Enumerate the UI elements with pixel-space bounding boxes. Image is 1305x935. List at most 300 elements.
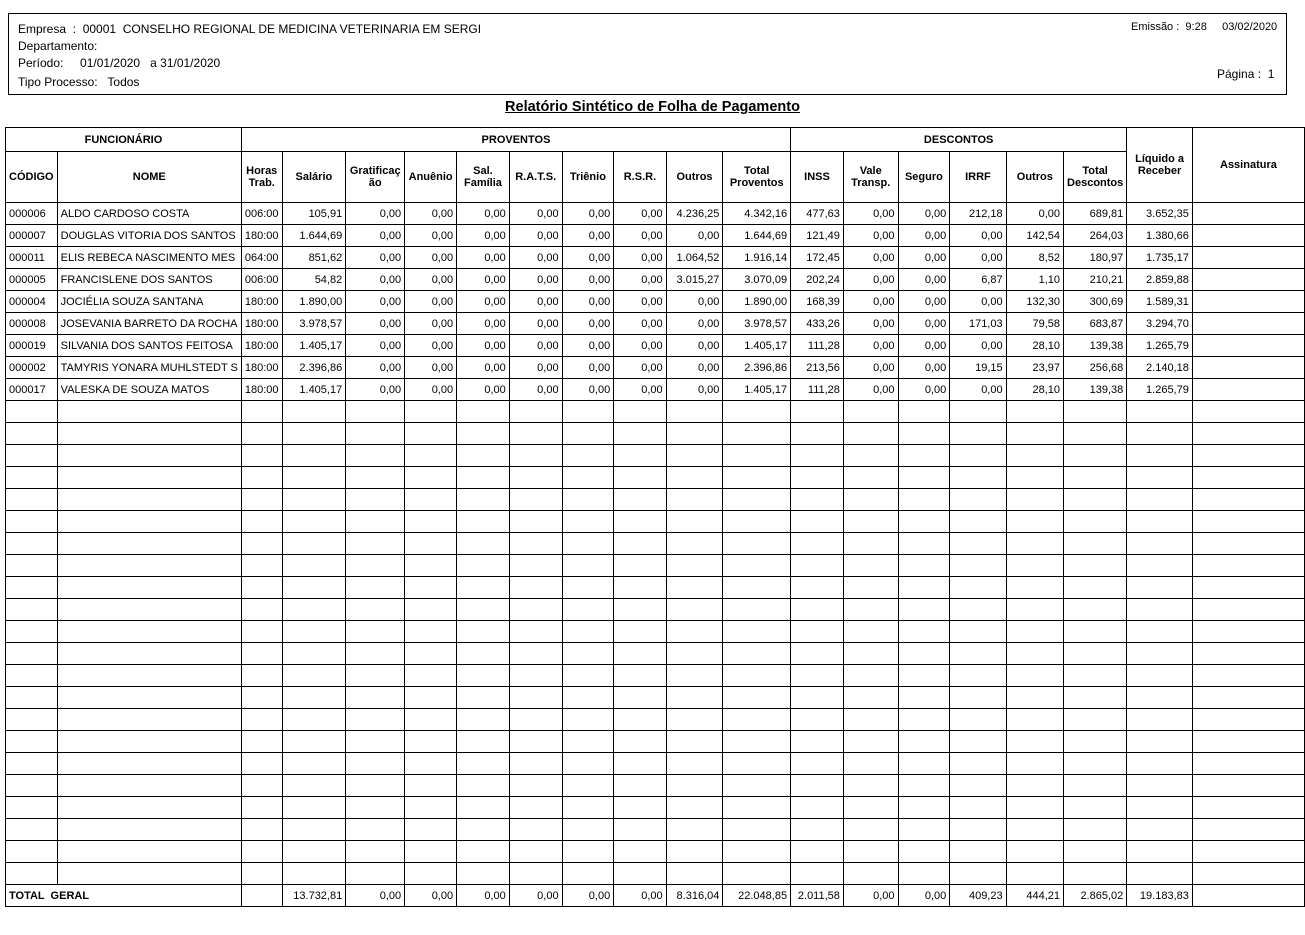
table-cell	[950, 467, 1006, 489]
table-cell	[898, 489, 950, 511]
table-cell	[6, 775, 58, 797]
table-cell: 000004	[6, 291, 58, 313]
emissao-line	[1131, 21, 1277, 33]
table-cell: 300,69	[1064, 291, 1127, 313]
table-cell	[666, 511, 723, 533]
table-cell	[457, 555, 510, 577]
table-cell	[562, 819, 614, 841]
table-cell: 172,45	[791, 247, 844, 269]
table-cell	[1006, 599, 1063, 621]
table-cell	[723, 841, 791, 863]
table-cell: 000002	[6, 357, 58, 379]
table-cell	[1127, 819, 1193, 841]
table-cell: 1.890,00	[723, 291, 791, 313]
table-cell	[57, 555, 241, 577]
table-cell	[1192, 577, 1304, 599]
table-cell: 23,97	[1006, 357, 1063, 379]
table-cell	[282, 731, 346, 753]
table-cell	[723, 445, 791, 467]
table-cell: 0,00	[843, 247, 898, 269]
table-cell: 1.064,52	[666, 247, 723, 269]
table-cell	[1006, 819, 1063, 841]
table-cell	[57, 841, 241, 863]
table-cell	[562, 511, 614, 533]
table-cell: 0,00	[457, 357, 510, 379]
table-cell	[562, 445, 614, 467]
table-cell: 132,30	[1006, 291, 1063, 313]
table-cell	[898, 665, 950, 687]
table-cell	[1064, 797, 1127, 819]
table-cell	[1064, 401, 1127, 423]
table-cell: 0,00	[666, 313, 723, 335]
table-cell	[509, 533, 562, 555]
table-cell	[791, 775, 844, 797]
table-cell	[791, 401, 844, 423]
table-cell	[562, 797, 614, 819]
table-cell: 0,00	[950, 335, 1006, 357]
table-cell	[457, 489, 510, 511]
table-cell	[1127, 643, 1193, 665]
table-cell: 28,10	[1006, 335, 1063, 357]
table-cell	[509, 445, 562, 467]
table-cell	[1192, 313, 1304, 335]
table-cell	[282, 665, 346, 687]
table-cell: 0,00	[346, 379, 405, 401]
table-cell	[562, 731, 614, 753]
table-cell: 0,00	[509, 379, 562, 401]
table-row	[6, 203, 1305, 225]
table-cell	[509, 401, 562, 423]
table-cell	[6, 533, 58, 555]
table-cell	[241, 731, 282, 753]
table-cell	[950, 643, 1006, 665]
table-cell	[843, 775, 898, 797]
table-cell	[562, 555, 614, 577]
table-cell	[241, 753, 282, 775]
table-cell: 180:00	[241, 313, 282, 335]
table-cell	[509, 797, 562, 819]
table-cell	[666, 797, 723, 819]
table-cell	[950, 731, 1006, 753]
table-cell	[282, 687, 346, 709]
table-cell	[723, 467, 791, 489]
table-cell: 0,00	[950, 379, 1006, 401]
table-cell: 8,52	[1006, 247, 1063, 269]
table-cell	[457, 445, 510, 467]
table-cell	[1192, 511, 1304, 533]
table-cell	[1064, 599, 1127, 621]
table-cell: 0,00	[562, 313, 614, 335]
column-header: IRRF	[950, 152, 1006, 203]
empty-row	[6, 841, 1305, 863]
table-cell	[346, 753, 405, 775]
table-cell: 0,00	[457, 379, 510, 401]
table-cell	[6, 753, 58, 775]
table-cell	[282, 401, 346, 423]
table-cell: 111,28	[791, 379, 844, 401]
table-cell	[562, 577, 614, 599]
table-cell	[950, 401, 1006, 423]
total-cell: 13.732,81	[282, 885, 346, 907]
table-cell	[346, 555, 405, 577]
table-cell	[57, 687, 241, 709]
table-cell	[1127, 621, 1193, 643]
table-cell	[898, 687, 950, 709]
table-cell: 1.589,31	[1127, 291, 1193, 313]
table-cell	[509, 665, 562, 687]
table-cell	[562, 489, 614, 511]
table-cell	[1064, 445, 1127, 467]
table-cell	[950, 445, 1006, 467]
table-cell	[346, 863, 405, 885]
table-cell	[1006, 621, 1063, 643]
table-cell: 0,00	[898, 313, 950, 335]
table-cell	[405, 643, 457, 665]
table-cell	[666, 533, 723, 555]
table-cell	[898, 555, 950, 577]
table-cell	[1064, 863, 1127, 885]
table-cell: 064:00	[241, 247, 282, 269]
table-cell	[614, 731, 666, 753]
table-cell: 000011	[6, 247, 58, 269]
table-cell: 180:00	[241, 225, 282, 247]
table-cell	[1006, 577, 1063, 599]
table-cell: 0,00	[843, 225, 898, 247]
table-cell	[457, 511, 510, 533]
table-cell: 1.405,17	[282, 335, 346, 357]
table-cell	[843, 445, 898, 467]
table-cell	[1127, 665, 1193, 687]
table-cell: 3.978,57	[723, 313, 791, 335]
table-cell	[241, 621, 282, 643]
table-cell: 0,00	[346, 313, 405, 335]
table-cell: 0,00	[843, 291, 898, 313]
total-cell: 0,00	[843, 885, 898, 907]
empty-row	[6, 643, 1305, 665]
pagina-valor: 1	[1267, 67, 1275, 81]
table-cell	[6, 709, 58, 731]
table-cell	[843, 423, 898, 445]
table-cell	[6, 511, 58, 533]
table-cell: 0,00	[666, 357, 723, 379]
table-cell	[405, 577, 457, 599]
table-cell	[950, 841, 1006, 863]
table-cell	[57, 533, 241, 555]
empty-row	[6, 423, 1305, 445]
table-cell	[6, 599, 58, 621]
table-cell	[843, 709, 898, 731]
table-cell	[405, 797, 457, 819]
table-cell: 0,00	[614, 357, 666, 379]
table-cell	[282, 555, 346, 577]
table-cell	[614, 863, 666, 885]
table-cell	[1192, 775, 1304, 797]
table-cell: 0,00	[346, 269, 405, 291]
table-cell	[843, 753, 898, 775]
table-cell	[1192, 357, 1304, 379]
table-cell	[6, 731, 58, 753]
table-cell	[457, 753, 510, 775]
table-cell	[1192, 247, 1304, 269]
table-cell: 2.859,88	[1127, 269, 1193, 291]
table-cell	[6, 621, 58, 643]
table-cell	[1192, 709, 1304, 731]
table-cell	[898, 445, 950, 467]
table-cell	[898, 731, 950, 753]
table-cell: 1.916,14	[723, 247, 791, 269]
table-cell	[843, 467, 898, 489]
total-cell: 8.316,04	[666, 885, 723, 907]
table-cell	[723, 401, 791, 423]
column-header: Horas Trab.	[241, 152, 282, 203]
table-cell	[405, 665, 457, 687]
table-row	[6, 335, 1305, 357]
table-cell	[843, 511, 898, 533]
table-cell	[1006, 753, 1063, 775]
table-cell	[791, 555, 844, 577]
empty-row	[6, 687, 1305, 709]
table-cell	[614, 489, 666, 511]
table-cell	[723, 863, 791, 885]
table-cell	[614, 577, 666, 599]
table-cell	[509, 423, 562, 445]
table-cell	[614, 445, 666, 467]
table-cell: 0,00	[898, 203, 950, 225]
table-cell	[1127, 731, 1193, 753]
table-cell	[791, 753, 844, 775]
periodo-fim: 31/01/2020	[160, 56, 221, 70]
table-cell: 0,00	[614, 379, 666, 401]
table-cell	[57, 863, 241, 885]
table-cell	[282, 445, 346, 467]
table-cell	[666, 555, 723, 577]
table-cell	[898, 775, 950, 797]
table-cell	[1006, 731, 1063, 753]
table-cell	[457, 731, 510, 753]
table-cell: 3.070,09	[723, 269, 791, 291]
total-cell: 409,23	[950, 885, 1006, 907]
periodo-inicio: 01/01/2020	[80, 56, 141, 70]
table-cell	[614, 401, 666, 423]
table-cell: 0,00	[666, 335, 723, 357]
table-cell	[57, 731, 241, 753]
table-cell	[562, 709, 614, 731]
table-cell: 212,18	[950, 203, 1006, 225]
table-cell	[509, 709, 562, 731]
table-cell	[1006, 511, 1063, 533]
table-cell	[1192, 379, 1304, 401]
table-cell	[791, 533, 844, 555]
table-cell	[457, 665, 510, 687]
total-cell	[241, 885, 282, 907]
table-cell	[1006, 423, 1063, 445]
table-cell	[1064, 489, 1127, 511]
table-cell: 0,00	[950, 247, 1006, 269]
table-cell: FRANCISLENE DOS SANTOS	[57, 269, 241, 291]
table-cell	[1192, 489, 1304, 511]
column-header: Total Proventos	[723, 152, 791, 203]
table-cell	[950, 489, 1006, 511]
table-cell	[843, 687, 898, 709]
table-cell: 264,03	[1064, 225, 1127, 247]
table-cell: SILVANIA DOS SANTOS FEITOSA	[57, 335, 241, 357]
table-cell	[843, 731, 898, 753]
table-cell	[457, 643, 510, 665]
table-cell	[1006, 775, 1063, 797]
table-cell: JOCIÉLIA SOUZA SANTANA	[57, 291, 241, 313]
table-cell	[843, 401, 898, 423]
table-cell	[723, 643, 791, 665]
empty-row	[6, 445, 1305, 467]
table-cell: 0,00	[457, 335, 510, 357]
table-cell: DOUGLAS VITORIA DOS SANTOS	[57, 225, 241, 247]
table-cell: JOSEVANIA BARRETO DA ROCHA	[57, 313, 241, 335]
table-cell	[791, 423, 844, 445]
table-cell	[562, 863, 614, 885]
table-cell	[346, 775, 405, 797]
table-cell: 0,00	[509, 313, 562, 335]
periodo-label: Período:	[18, 56, 64, 70]
table-cell: 0,00	[1006, 203, 1063, 225]
table-cell	[509, 577, 562, 599]
empty-row	[6, 621, 1305, 643]
table-cell: 0,00	[346, 247, 405, 269]
table-cell	[1192, 599, 1304, 621]
table-cell	[1006, 797, 1063, 819]
table-cell	[282, 775, 346, 797]
table-cell	[562, 753, 614, 775]
table-cell	[405, 687, 457, 709]
table-cell: 202,24	[791, 269, 844, 291]
empty-row	[6, 511, 1305, 533]
table-cell	[562, 401, 614, 423]
table-cell	[666, 401, 723, 423]
table-cell: 0,00	[405, 225, 457, 247]
table-cell: 54,82	[282, 269, 346, 291]
table-cell	[241, 489, 282, 511]
table-cell	[241, 863, 282, 885]
tipo-valor: Todos	[107, 75, 140, 89]
table-cell: 0,00	[898, 291, 950, 313]
table-cell	[1064, 643, 1127, 665]
table-cell	[1127, 841, 1193, 863]
table-cell	[898, 599, 950, 621]
table-cell	[1127, 709, 1193, 731]
table-cell	[6, 687, 58, 709]
table-cell	[1192, 665, 1304, 687]
pagina-label: Página :	[1217, 67, 1262, 81]
empty-row	[6, 709, 1305, 731]
table-cell	[614, 687, 666, 709]
column-header: Outros	[1006, 152, 1063, 203]
table-cell	[405, 819, 457, 841]
table-cell	[457, 709, 510, 731]
table-cell	[1127, 511, 1193, 533]
table-cell: 121,49	[791, 225, 844, 247]
table-cell	[1192, 423, 1304, 445]
table-cell: 0,00	[346, 357, 405, 379]
table-cell	[791, 731, 844, 753]
table-cell	[1006, 643, 1063, 665]
table-cell	[57, 665, 241, 687]
table-cell	[405, 775, 457, 797]
empty-row	[6, 797, 1305, 819]
table-cell	[405, 511, 457, 533]
table-cell: 0,00	[509, 291, 562, 313]
table-cell	[509, 555, 562, 577]
table-cell	[1127, 599, 1193, 621]
table-cell	[457, 533, 510, 555]
pagina-line	[1217, 67, 1274, 81]
table-cell	[950, 819, 1006, 841]
table-cell	[282, 841, 346, 863]
table-cell	[1192, 753, 1304, 775]
table-cell	[1006, 709, 1063, 731]
table-cell	[843, 643, 898, 665]
table-cell: 006:00	[241, 203, 282, 225]
table-cell: 0,00	[509, 247, 562, 269]
table-cell	[457, 797, 510, 819]
table-cell	[346, 687, 405, 709]
table-cell: 79,58	[1006, 313, 1063, 335]
table-cell	[405, 753, 457, 775]
table-cell	[1064, 511, 1127, 533]
table-cell	[509, 643, 562, 665]
table-cell	[6, 863, 58, 885]
header-liquido-receber: Líquido a Receber	[1127, 128, 1193, 203]
table-cell	[950, 687, 1006, 709]
table-cell	[791, 819, 844, 841]
table-cell	[843, 577, 898, 599]
table-cell	[723, 775, 791, 797]
table-cell	[614, 555, 666, 577]
table-cell	[57, 401, 241, 423]
table-cell	[562, 599, 614, 621]
total-cell	[1192, 885, 1304, 907]
table-cell	[898, 797, 950, 819]
table-cell	[241, 819, 282, 841]
table-cell	[898, 533, 950, 555]
table-cell: 0,00	[562, 335, 614, 357]
table-cell	[282, 599, 346, 621]
table-cell: 0,00	[898, 379, 950, 401]
table-cell	[241, 555, 282, 577]
table-cell	[57, 819, 241, 841]
table-cell	[843, 533, 898, 555]
table-cell	[950, 555, 1006, 577]
table-cell	[282, 423, 346, 445]
table-cell	[405, 599, 457, 621]
empty-row	[6, 533, 1305, 555]
table-cell	[57, 709, 241, 731]
table-cell	[346, 489, 405, 511]
table-cell	[614, 643, 666, 665]
table-cell	[509, 621, 562, 643]
table-cell: 0,00	[843, 335, 898, 357]
table-cell	[723, 709, 791, 731]
table-cell: 210,21	[1064, 269, 1127, 291]
table-cell	[1192, 731, 1304, 753]
table-cell	[405, 489, 457, 511]
table-cell: 0,00	[614, 203, 666, 225]
table-cell	[346, 577, 405, 599]
table-cell	[509, 863, 562, 885]
table-cell	[282, 709, 346, 731]
departamento-label: Departamento:	[18, 39, 98, 53]
empty-row	[6, 599, 1305, 621]
table-cell	[723, 753, 791, 775]
column-header: R.S.R.	[614, 152, 666, 203]
